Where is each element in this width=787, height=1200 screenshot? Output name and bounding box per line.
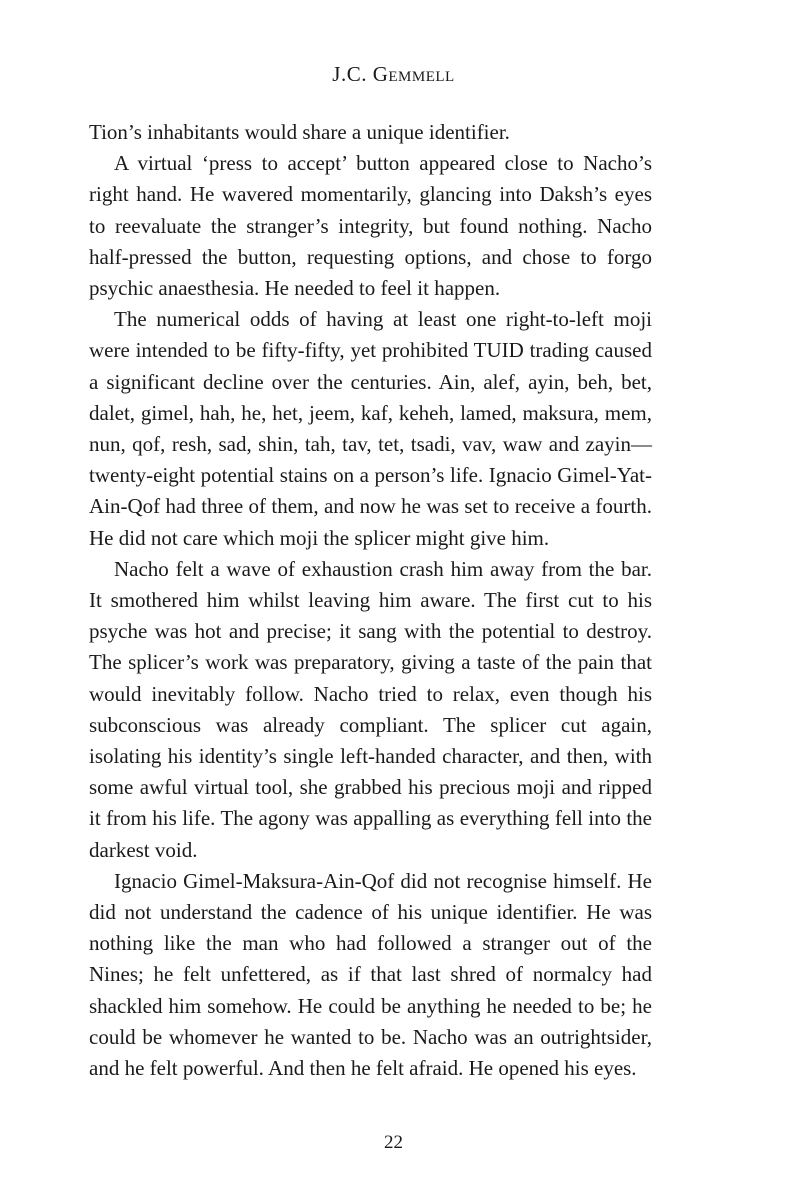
paragraph-continuation: Tion’s inhabitants would share a unique identifier.	[89, 120, 510, 144]
paragraph: A virtual ‘press to accept’ button appeared close to Nacho’s right hand. He wavered momentarily, glancing into Daksh’s eyes to reevaluate the stranger’s integrity, but found nothing. Nacho half-pressed the button, requesting options, and chose to forgo psychic anaesthesia. He needed to feel it happen.	[89, 151, 652, 301]
paragraph: Ignacio Gimel-Maksura-Ain-Qof did not recognise himself. He did not understand the cadence of his unique identifier. He was nothing like the man who had followed a stranger out of the Nines; he felt unfettered, as if that last shred of normalcy had shackled him somehow. He could be anything he needed to be; he could be whomever he wanted to be. Nacho was an outrightsider, and he felt powerful. And then he felt afraid. He opened his eyes.	[89, 868, 652, 1081]
running-head: J.C. Gemmell	[332, 62, 455, 86]
paragraph: The numerical odds of having at least one right-to-left moji were intended to be fifty-fifty, yet prohibited TUID trading caused a significant decline over the centuries. Ain, alef, ayin, beh, bet, dalet, gimel, hah, he, het, jeem, kaf, keheh, lamed, maksura, mem, nun, qof, resh, sad, shin, tah, tav, tet, tsadi, vav, waw and zayin—twenty-eight potential stains on a person’s life. Ignacio Gimel-Yat-Ain-Qof had three of them, and now he was set to receive a fourth. He did not care which moji the splicer might give him.	[89, 307, 652, 550]
page-number: 22	[384, 1132, 403, 1153]
paragraph: Nacho felt a wave of exhaustion crash him away from the bar. It smothered him whilst leaving him aware. The first cut to his psyche was hot and precise; it sang with the potential to destroy. The splicer’s work was preparatory, giving a taste of the pain that would inevitably follow. Nacho tried to relax, even though his subconscious was already compliant. The splicer cut again, isolating his identity’s single left-handed character, and then, with some awful virtual tool, she grabbed his precious moji and ripped it from his life. The agony was appalling as everything fell into the darkest void.	[89, 556, 652, 862]
body-text	[89, 117, 652, 1084]
